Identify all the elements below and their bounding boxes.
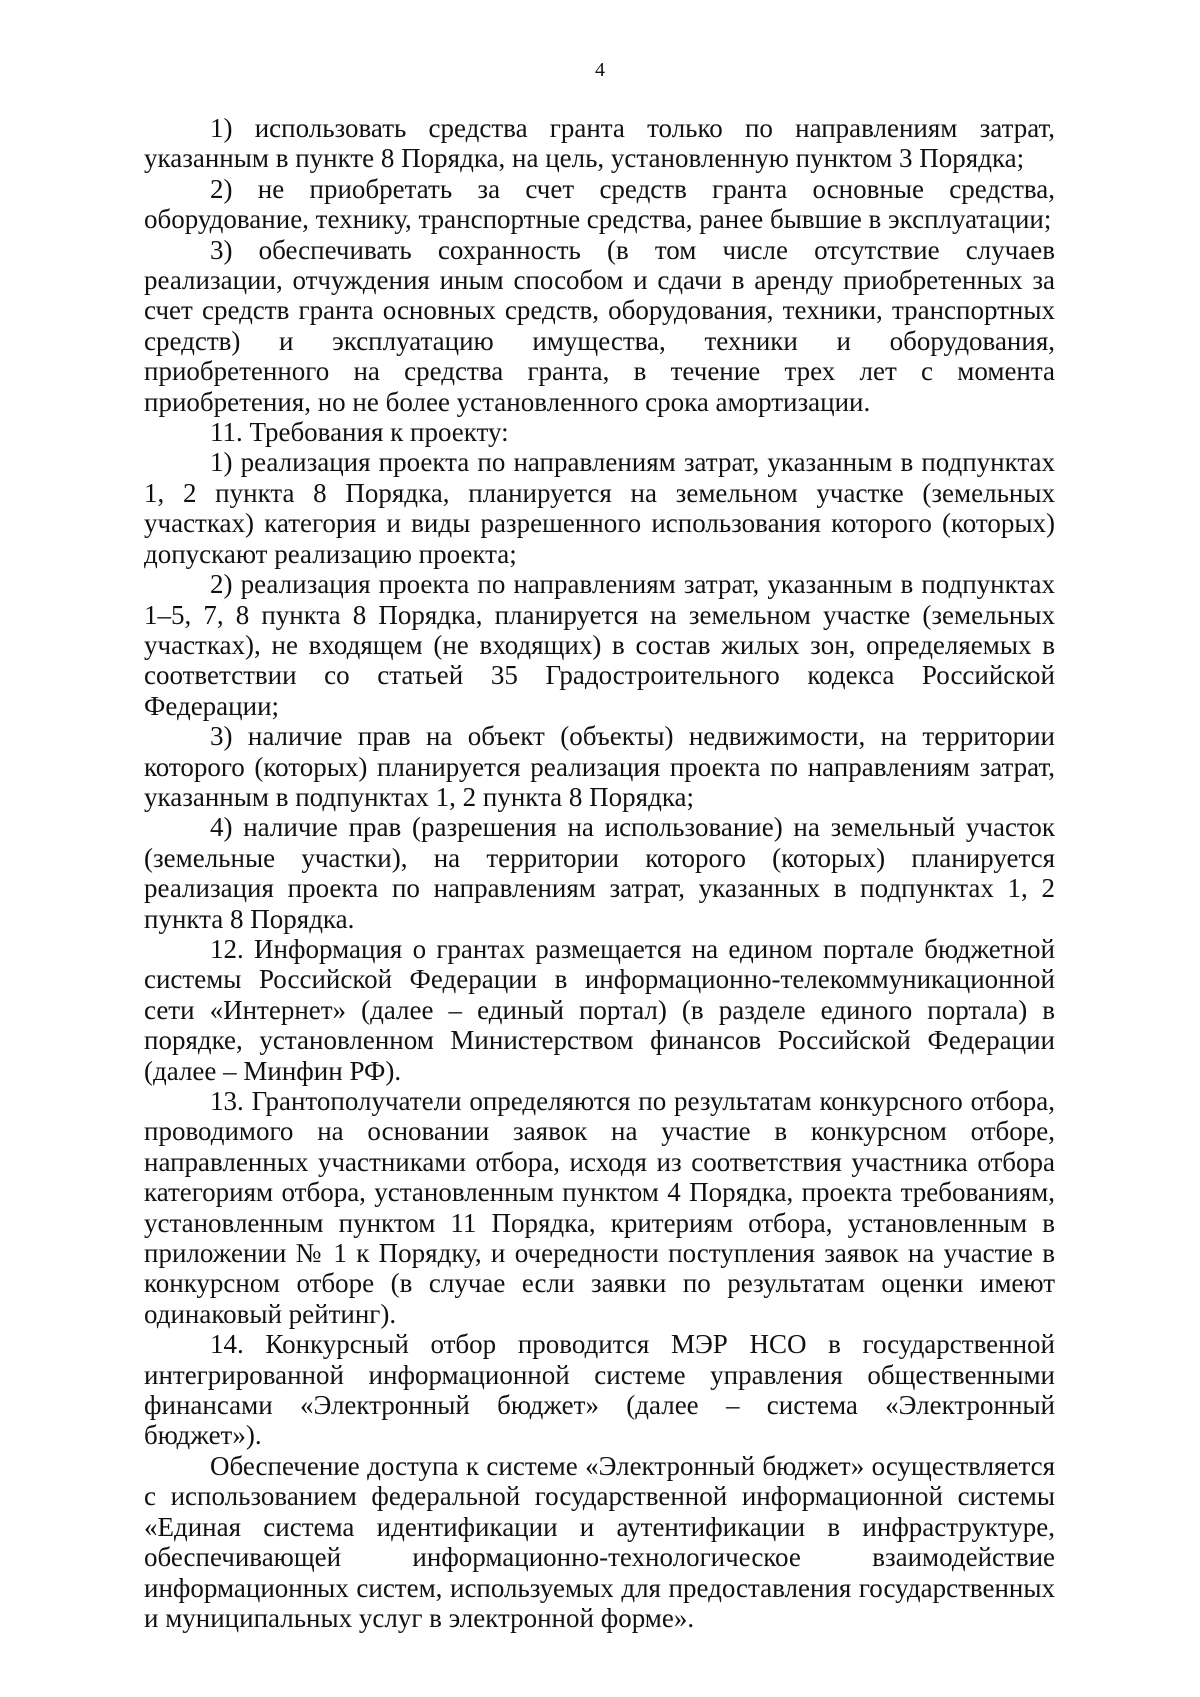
- paragraph-11-1: 1) реализация проекта по направлениям затрат, указанным в подпунктах 1, 2 пункта 8 Порядка, планируется на земельном участке (земельных участках) категория и виды разрешенного использования которого (которых) допускают реализацию проекта;: [144, 447, 1055, 569]
- document-body: [144, 113, 1055, 1633]
- section-14: 14. Конкурсный отбор проводится МЭР НСО в государственной интегрированной информационной системе управления общественными финансами «Электронный бюджет» (далее – система «Электронный бюджет»).: [144, 1329, 1055, 1451]
- section-12: 12. Информация о грантах размещается на едином портале бюджетной системы Российской Федерации в информационно-телекоммуникационной сети «Интернет» (далее – единый портал) (в разделе единого портала) в порядке, установленном Министерством финансов Российской Федерации (далее – Минфин РФ).: [144, 933, 1055, 1086]
- page-number: 4: [595, 59, 605, 81]
- paragraph-1-2: 2) не приобретать за счет средств гранта основные средства, оборудование, технику, транспортные средства, ранее бывшие в эксплуатации;: [144, 173, 1055, 235]
- paragraph-11-3: 3) наличие прав на объект (объекты) недвижимости, на территории которого (которых) планируется реализация проекта по направлениям затрат, указанным в подпунктах 1, 2 пункта 8 Порядка;: [144, 721, 1055, 812]
- section-13: 13. Грантополучатели определяются по результатам конкурсного отбора, проводимого на основании заявок на участие в конкурсном отборе, направленных участниками отбора, исходя из соответствия участника отбора категориям отбора, установленным пунктом 4 Порядка, проекта требованиям, установленным пунктом 11 Порядка, критериям отбора, установленным в приложении № 1 к Порядку, и очередности поступления заявок на участие в конкурсном отборе (в случае если заявки по результатам оценки имеют одинаковый рейтинг).: [144, 1086, 1055, 1329]
- paragraph-1-1: 1) использовать средства гранта только по направлениям затрат, указанным в пункте 8 Порядка, на цель, установленную пунктом 3 Порядка;: [144, 113, 1055, 174]
- access-paragraph: Обеспечение доступа к системе «Электронный бюджет» осуществляется с использованием федеральной государственной информационной системы «Единая система идентификации и аутентификации в инфраструктуре, обеспечивающей информационно-технологическое взаимодействие информационных систем, используемых для предоставления государственных и муниципальных услуг в электронной форме».: [144, 1450, 1055, 1633]
- paragraph-11-2: 2) реализация проекта по направлениям затрат, указанным в подпунктах 1–5, 7, 8 пункта 8 Порядка, планируется на земельном участке (земельных участках), не входящем (не входящих) в состав жилых зон, определяемых в соответствии со статьей 35 Градостроительного кодекса Российской Федерации;: [144, 569, 1055, 721]
- paragraph-1-3: 3) обеспечивать сохранность (в том числе отсутствие случаев реализации, отчуждения иным способом и сдачи в аренду приобретенных за счет средств гранта основных средств, оборудования, техники, транспортных средств) и эксплуатацию имущества, техники и оборудования, приобретенного на средства гранта, в течение трех лет с момента приобретения, но не более установленного срока амортизации.: [144, 234, 1055, 417]
- section-11-heading: 11. Требования к проекту:: [210, 417, 509, 448]
- paragraph-11-4: 4) наличие прав (разрешения на использование) на земельный участок (земельные участки), на территории которого (которых) планируется реализация проекта по направлениям затрат, указанных в подпунктах 1, 2 пункта 8 Порядка.: [144, 812, 1055, 934]
